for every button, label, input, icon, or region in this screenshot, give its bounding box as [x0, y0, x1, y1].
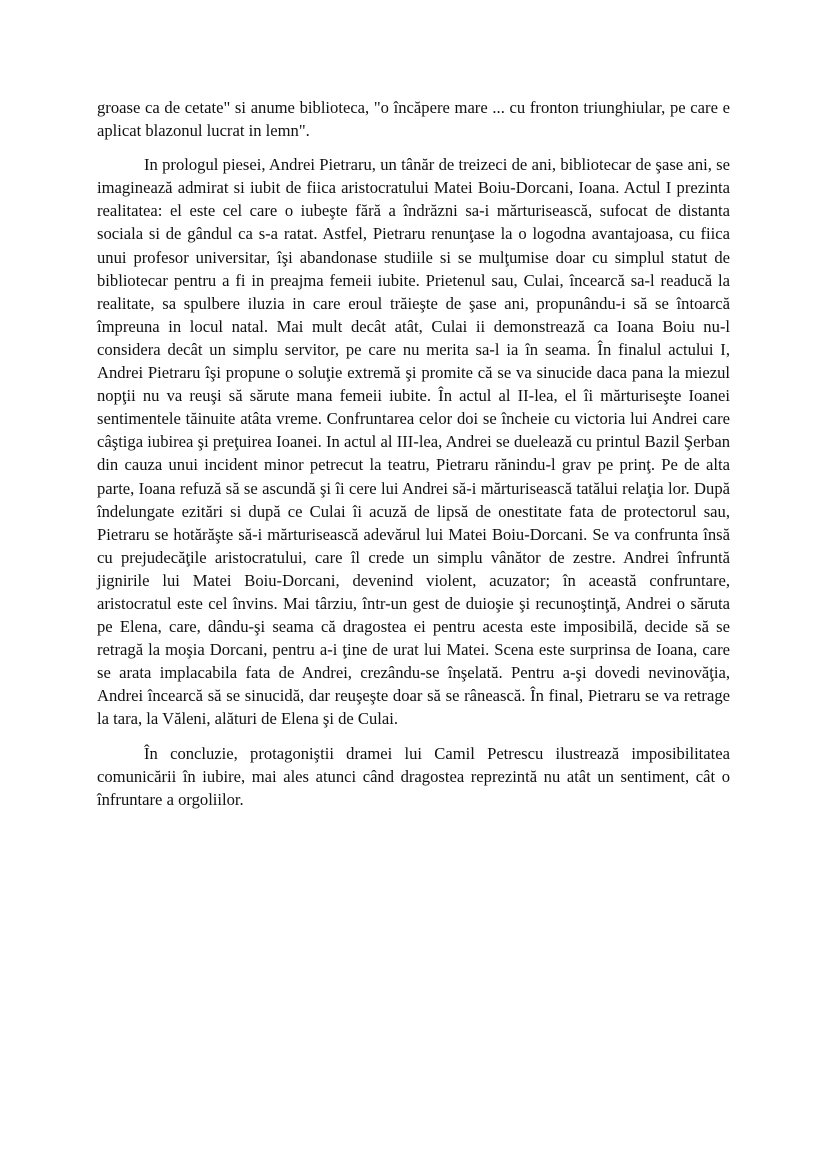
- document-body: [97, 96, 730, 822]
- paragraph-plot-summary: In prologul piesei, Andrei Pietraru, un tânăr de treizeci de ani, bibliotecar de şase ani, se imaginează admirat si iubit de fiica aristocratului Matei Boiu-Dorcani, Ioana. Actul I prezinta realitatea: el este cel care o iubeşte fără a îndrăzni sa-i mărturisească, sufocat de distanta sociala si de gândul ca s-a ratat. Astfel, Pietraru renunţase la o logodna avantajoasa, cu fiica unui profesor universitar, îşi abandonase studiile si se mulţumise doar cu simplul statut de bibliotecar pentru a fi in preajma femeii iubite. Prietenul sau, Culai, încearcă sa-l readucă la realitate, sa spulbere iluzia in care eroul trăieşte de şase ani, propunându-i să se întoarcă împreuna in locul natal. Mai mult decât atât, Culai ii demonstrează ca Ioana Boiu nu-l considera decât un simplu servitor, pe care nu merita sa-l ia în seama. În finalul actului I, Andrei Pietraru îşi propune o soluţie extremă şi promite că se va sinucide daca pana la miezul nopţii nu va reuşi să sărute mana femeii iubite. În actul al II-lea, el îi mărturiseşte Ioanei sentimentele tăinuite atâta vreme. Confruntarea celor doi se încheie cu victoria lui Andrei care câştiga iubirea şi preţuirea Ioanei. In actul al III-lea, Andrei se duelează cu printul Bazil Şerban din cauza unui incident minor petrecut la teatru, Pietraru rănindu-l grav pe prinţ. Pe de alta parte, Ioana refuză să se ascundă şi îi cere lui Andrei să-i mărturisească tatălui relaţia lor. După îndelungate ezitări si după ce Culai îi acuză de lipsă de onestitate fata de protectorul sau, Pietraru se hotărăşte să-i mărturisească adevărul lui Matei Boiu-Dorcani. Se va confrunta însă cu prejudecăţile aristocratului, care îl crede un simplu vânător de zestre. Andrei înfruntă jignirile lui Matei Boiu-Dorcani, devenind violent, acuzator; în această confruntare, aristocratul este cel învins. Mai târziu, într-un gest de duioşie şi recunoştinţă, Andrei o săruta pe Elena, care, dându-şi seama că dragostea ei pentru acesta este imposibilă, decide să se retragă la moşia Dorcani, pentru a-i ţine de urat lui Matei. Scena este surprinsa de Ioana, care se arata implacabila fata de Andrei, crezându-se înşelată. Pentru a-şi dovedi nevinovăţia, Andrei încearcă să se sinucidă, dar reuşeşte doar să se rânească. În final, Pietraru se va retrage la tara, la Văleni, alături de Elena şi de Culai.: [97, 155, 730, 729]
- paragraph-continuation: groase ca de cetate" si anume biblioteca, "o încăpere mare ... cu fronton triunghiular, pe care e aplicat blazonul lucrat in lemn".: [97, 98, 730, 141]
- paragraph-conclusion: În concluzie, protagoniştii dramei lui Camil Petrescu ilustrează imposibilitatea comunicării în iubire, mai ales atunci când dragostea reprezintă nu atât un sentiment, cât o înfruntare a orgoliilor.: [97, 743, 730, 809]
